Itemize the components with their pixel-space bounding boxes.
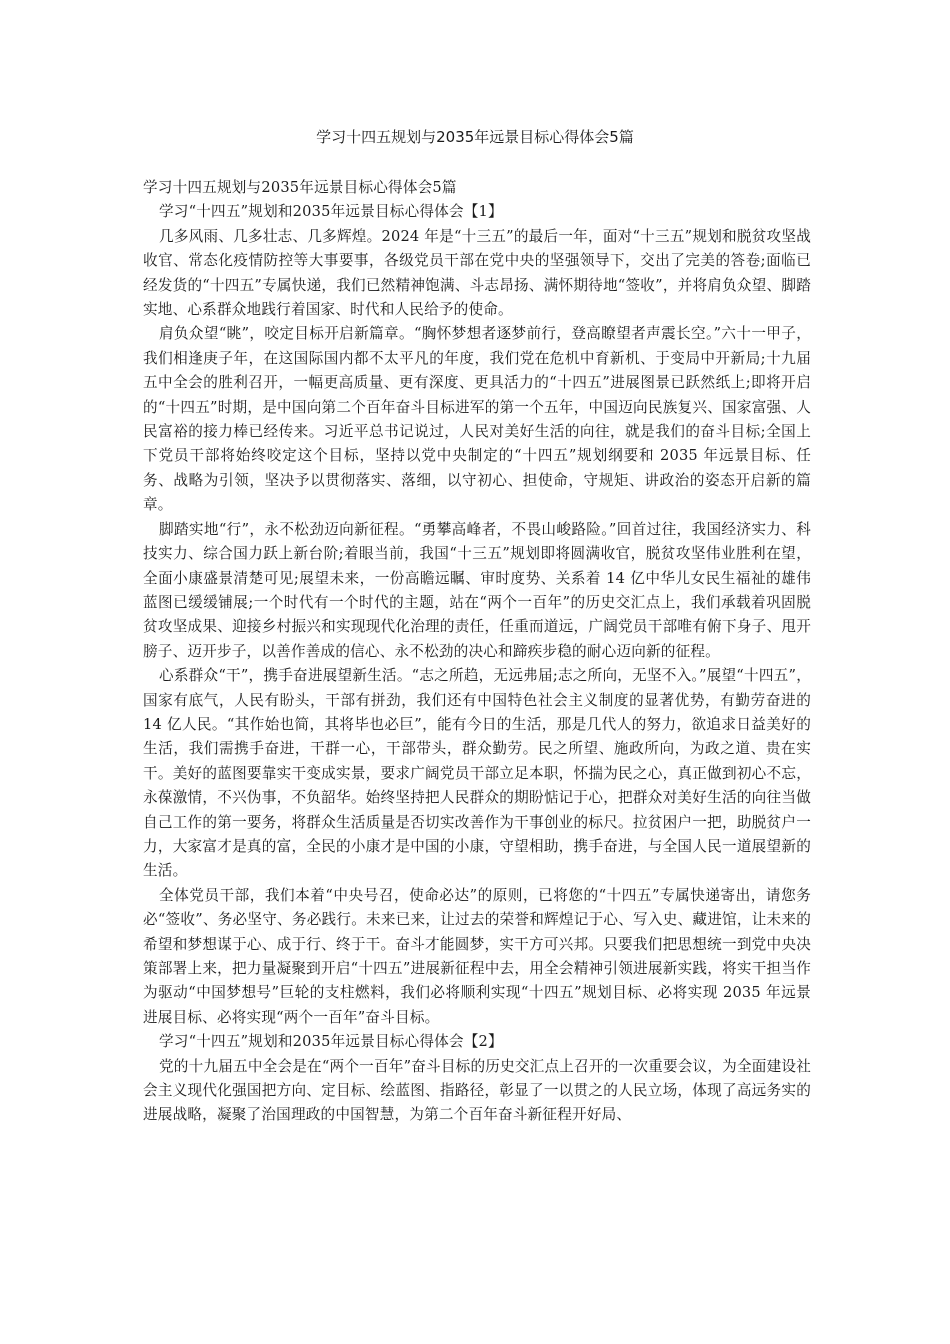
section-1-paragraph-1: 几多风雨、几多壮志、几多辉煌。2024 年是“十三五”的最后一年，面对“十三五”规划和脱贫攻坚战收官、常态化疫情防控等大事要事，各级党员干部在党中央的坚强领导下，交出了完美的答卷;面临已经发货的“十四五”专属快递，我们已然精神饱满、斗志昂扬、满怀期待地“签收”，并将肩负众望、脚踏实地、心系群众地践行着国家、时代和人民给予的使命。 (143, 227, 811, 319)
section-2-paragraph-1: 党的十九届五中全会是在“两个一百年”奋斗目标的历史交汇点上召开的一次重要会议，为全面建设社会主义现代化强国把方向、定目标、绘蓝图、指路径，彰显了一以贯之的人民立场，体现了高远务实的进展战略，凝聚了治国理政的中国智慧，为第二个百年奋斗新征程开好局、 (143, 1057, 811, 1124)
document-body (143, 176, 811, 1128)
section-1-paragraph-5: 全体党员干部，我们本着“中央号召，使命必达”的原则，已将您的“十四五”专属快递寄出，请您务必“签收”、务必坚守、务必践行。未来已来，让过去的荣誉和辉煌记于心、写入史、藏进馆，让未来的希望和梦想谋于心、成于行、终于干。奋斗才能圆梦，实干方可兴邦。只要我们把思想统一到党中央决策部署上来，把力量凝聚到开启“十四五”进展新征程中去，用全会精神引领进展新实践，将实干担当作为驱动“中国梦想号”巨轮的支柱燃料，我们必将顺利实现“十四五”规划目标、必将实现 2035 年远景进展目标、必将实现“两个一百年”奋斗目标。 (143, 886, 811, 1026)
section-1-heading: 学习“十四五”规划和2035年远景目标心得体会【1】 (159, 203, 503, 221)
section-1-paragraph-3: 脚踏实地“行”，永不松劲迈向新征程。“勇攀高峰者，不畏山峻路险。”回首过往，我国经济实力、科技实力、综合国力跃上新台阶;着眼当前，我国“十三五”规划即将圆满收官，脱贫攻坚伟业胜利在望，全面小康盛景清楚可见;展望未来，一份高瞻远瞩、审时度势、关系着 14 亿中华儿女民生福祉的雄伟蓝图已缓缓铺展;一个时代有一个时代的主题，站在“两个一百年”的历史交汇点上，我们承载着巩固脱贫攻坚成果、迎接乡村振兴和实现现代化治理的责任，任重而道远，广阔党员干部唯有俯下身子、甩开膀子、迈开步子，以善作善成的信心、永不松劲的决心和蹄疾步稳的耐心迈向新的征程。 (143, 520, 811, 660)
intro-line: 学习十四五规划与2035年远景目标心得体会5篇 (143, 179, 457, 196)
document-title: 学习十四五规划与2035年远景目标心得体会5篇 (316, 128, 634, 146)
section-1-paragraph-2: 肩负众望“眺”，咬定目标开启新篇章。“胸怀梦想者逐梦前行，登高瞭望者声震长空。”六十一甲子，我们相逢庚子年，在这国际国内都不太平凡的年度，我们党在危机中育新机、于变局中开新局;十九届五中全会的胜利召开，一幅更高质量、更有深度、更具活力的“十四五”进展图景已跃然纸上;即将开启的“十四五”时期，是中国向第二个百年奋斗目标进军的第一个五年，中国迈向民族复兴、国家富强、人民富裕的接力棒已经传来。习近平总书记说过，人民对美好生活的向往，就是我们的奋斗目标;全国上下党员干部将始终咬定这个目标，坚持以党中央制定的“十四五”规划纲要和 2035 年远景目标、任务、战略为引领，坚决予以贯彻落实、落细，以守初心、担使命，守规矩、讲政治的姿态开启新的篇章。 (143, 325, 811, 514)
section-1-paragraph-4: 心系群众“干”，携手奋进展望新生活。“志之所趋，无远弗届;志之所向，无坚不入。”展望“十四五”，国家有底气，人民有盼头，干部有拼劲，我们还有中国特色社会主义制度的显著优势，有勤劳奋进的 14 亿人民。“其作始也简，其将毕也必巨”，能有今日的生活，那是几代人的努力，欲追求日益美好的生活，我们需携手奋进，干群一心，干部带头，群众勤劳。民之所望、施政所向，为政之道、贵在实干。美好的蓝图要靠实干变成实景，要求广阔党员干部立足本职，怀揣为民之心，真正做到初心不忘，永葆激情，不兴伪事，不负韶华。始终坚持把人民群众的期盼惦记于心，把群众对美好生活的向往当做自己工作的第一要务，将群众生活质量是否切实改善作为干事创业的标尺。拉贫困户一把，助脱贫户一力，大家富才是真的富，全民的小康才是中国的小康，守望相助，携手奋进，与全国人民一道展望新的生活。 (143, 667, 811, 880)
section-2-heading: 学习“十四五”规划和2035年远景目标心得体会【2】 (159, 1033, 503, 1051)
